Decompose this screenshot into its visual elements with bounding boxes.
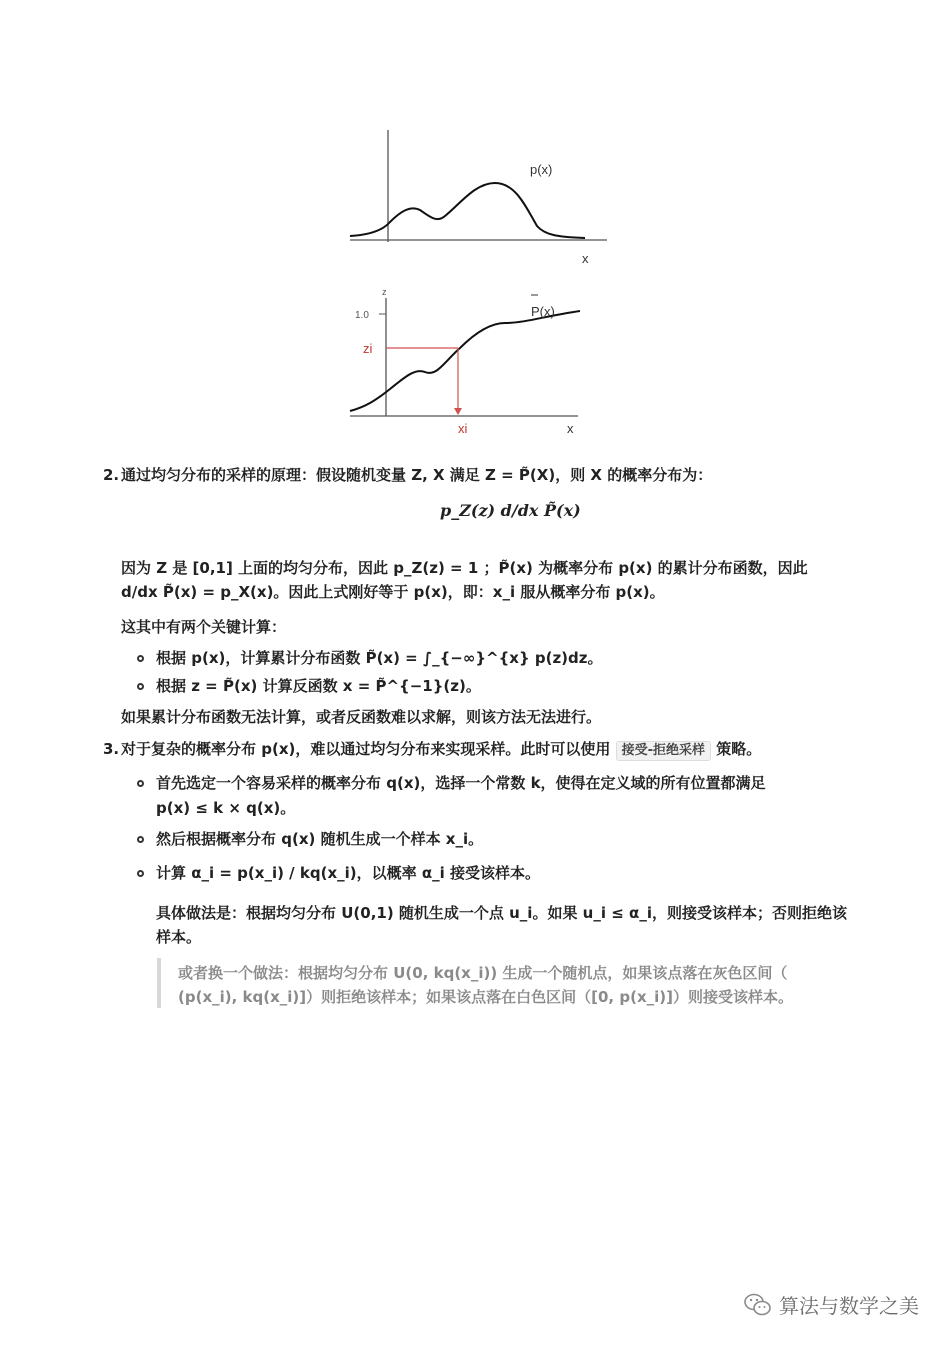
zi-label: zi	[363, 341, 373, 356]
density-curve	[350, 183, 585, 238]
item-3-detail-line-1: 具体做法是：根据均匀分布 U(0,1) 随机生成一个点 u_i。如果 u_i ≤ α_i，则接受该样本；否则拒绝该	[156, 904, 847, 922]
item-2-para-1-line-1: 因为 Z 是 [0,1] 上面的均匀分布，因此 p_Z(z) = 1 ；P̃(x) 为概率分布 p(x) 的累计分布函数，因此	[121, 559, 808, 577]
bullet-marker	[137, 655, 144, 662]
x-axis-label: x	[582, 251, 589, 266]
item-2-para-1-line-2: d/dx P̃(x) = p_X(x)。因此上式刚好等于 p(x)，即：x_i 服从概率分布 p(x)。	[121, 583, 665, 601]
bullet-marker	[137, 780, 144, 787]
item-3-heading-before: 对于复杂的概率分布 p(x)，难以通过均匀分布来实现采样。此时可以使用	[121, 740, 611, 758]
item-3-detail-line-2: 样本。	[156, 928, 202, 946]
curve-label: p(x)	[530, 162, 553, 177]
blockquote-bar	[157, 958, 161, 1008]
bullet-marker	[137, 683, 144, 690]
blockquote-line-1: 或者换一个做法：根据均匀分布 U(0, kq(x_i)) 生成一个随机点，如果该点落在灰色区间（	[178, 964, 788, 982]
item-3-bullet-2: 然后根据概率分布 q(x) 随机生成一个样本 x_i。	[156, 830, 484, 848]
cdf-curve	[350, 311, 580, 411]
x-axis-label: x	[567, 421, 574, 436]
formula-density-transform: p_Z(z) d/dx P̃(x)	[440, 501, 581, 520]
xi-label: xi	[458, 421, 468, 436]
z-axis-label: z	[382, 287, 387, 297]
figure-density-curve	[345, 120, 615, 270]
item-3-number: 3.	[103, 740, 120, 758]
item-2-para-2: 这其中有两个关键计算：	[121, 618, 287, 636]
xi-arrow-head	[454, 408, 462, 415]
item-3-heading-after: 策略。	[716, 740, 762, 758]
blockquote-line-2: (p(x_i), kq(x_i)]）则拒绝该样本；如果该点落在白色区间（[0, p(x_i)]）则接受该样本。	[178, 988, 793, 1006]
figure-cdf-curve	[345, 283, 590, 438]
item-3-bullet-1-line-2: p(x) ≤ k × q(x)。	[156, 799, 296, 817]
watermark-brand: 算法与数学之美	[779, 1294, 919, 1318]
item-3-heading	[121, 738, 761, 761]
item-2-para-3: 如果累计分布函数无法计算，或者反函数难以求解，则该方法无法进行。	[121, 708, 602, 726]
bullet-marker	[137, 870, 144, 877]
code-accept-reject-sampling: 接受-拒绝采样	[616, 741, 711, 761]
bullet-marker	[137, 836, 144, 843]
item-2-number: 2.	[103, 466, 120, 484]
item-3-bullet-3: 计算 α_i = p(x_i) / kq(x_i)，以概率 α_i 接受该样本。	[156, 864, 541, 882]
item-2-heading: 通过均匀分布的采样的原理：假设随机变量 Z, X 满足 Z = P̃(X)，则 X 的概率分布为：	[121, 466, 713, 484]
item-3-bullet-1-line-1: 首先选定一个容易采样的概率分布 q(x)，选择一个常数 k，使得在定义域的所有位置都满足	[156, 774, 766, 792]
wechat-icon	[743, 1292, 773, 1318]
item-2-bullet-1: 根据 p(x)，计算累计分布函数 P̃(x) = ∫_{−∞}^{x} p(z)dz。	[156, 649, 603, 667]
curve-label: P(x)	[531, 304, 555, 319]
watermark	[743, 1290, 919, 1319]
y-tick-label: 1.0	[355, 310, 369, 321]
item-2-bullet-2: 根据 z = P̃(x) 计算反函数 x = P̃^{−1}(z)。	[156, 677, 481, 695]
